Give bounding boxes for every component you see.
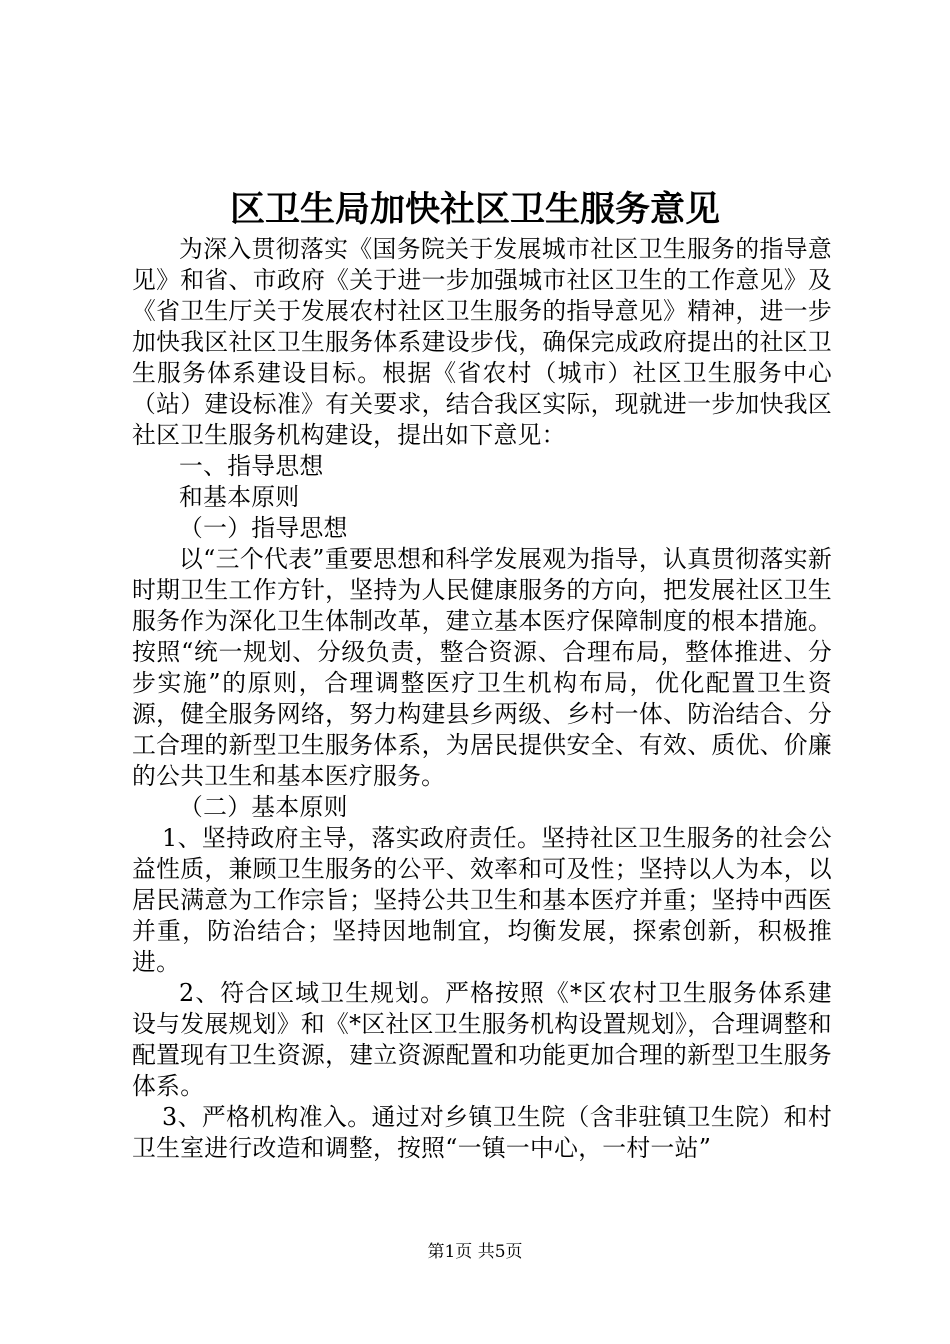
principle-paragraph-1: 1、坚持政府主导，落实政府责任。坚持社区卫生服务的社会公益性质，兼顾卫生服务的公平、效率和可及性；坚持以人为本，以居民满意为工作宗旨；坚持公共卫生和基本医疗并重；坚持中西医并重，防治结合；坚持因地制宜，均衡发展，探索创新，积极推进。: [132, 824, 832, 976]
section-heading-1b: 和基本原则: [179, 483, 300, 511]
principle-paragraph-3: 3、严格机构准入。通过对乡镇卫生院（含非驻镇卫生院）和村卫生室进行改造和调整，按照“一镇一中心，一村一站”: [132, 1103, 832, 1162]
document-body: [132, 234, 832, 1164]
intro-paragraph: 为深入贯彻落实《国务院关于发展城市社区卫生服务的指导意见》和省、市政府《关于进一步加强城市社区卫生的工作意见》及《省卫生厅关于发展农村社区卫生服务的指导意见》精神，进一步加快我区社区卫生服务体系建设步伐，确保完成政府提出的社区卫生服务体系建设目标。根据《省农村（城市）社区卫生服务中心（站）建设标准》有关要求，结合我区实际，现就进一步加快我区社区卫生服务机构建设，提出如下意见：: [132, 235, 832, 449]
subsection-heading-principles: （二）基本原则: [179, 793, 348, 821]
page-footer: 第1页 共5页: [427, 1242, 523, 1262]
principle-paragraph-2: 2、符合区域卫生规划。严格按照《*区农村卫生服务体系建设与发展规划》和《*区社区卫生服务机构设置规划》，合理调整和配置现有卫生资源，建立资源配置和功能更加合理的新型卫生服务体系。: [132, 979, 832, 1100]
document-title: 区卫生局加快社区卫生服务意见: [229, 189, 720, 230]
section-heading-1a: 一、指导思想: [179, 452, 324, 480]
subsection-heading-guide: （一）指导思想: [179, 514, 348, 542]
guide-paragraph: 以“三个代表”重要思想和科学发展观为指导，认真贯彻落实新时期卫生工作方针，坚持为人民健康服务的方向，把发展社区卫生服务作为深化卫生体制改革，建立基本医疗保障制度的根本措施。按照“统一规划、分级负责，整合资源、合理布局，整体推进、分步实施”的原则，合理调整医疗卫生机构布局，优化配置卫生资源，健全服务网络，努力构建县乡两级、乡村一体、防治结合、分工合理的新型卫生服务体系，为居民提供安全、有效、质优、价廉的公共卫生和基本医疗服务。: [132, 545, 832, 790]
